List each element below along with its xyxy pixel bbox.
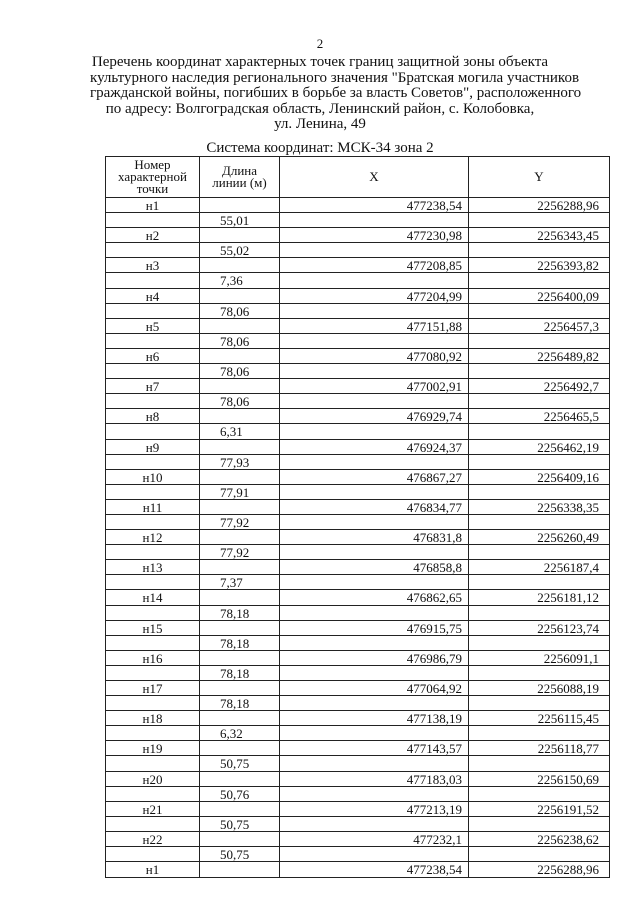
table-row (106, 847, 609, 862)
empty-cell (106, 726, 200, 741)
x-coordinate-cell: 476924,37 (280, 440, 469, 455)
empty-cell (200, 832, 280, 847)
table-row (106, 334, 609, 349)
header-y: Y (534, 169, 544, 184)
y-coordinate-cell: 2256400,09 (469, 289, 609, 304)
y-coordinate-cell: 2256187,4 (469, 560, 609, 575)
point-name-cell: н17 (106, 681, 200, 696)
x-coordinate-cell: 477230,98 (280, 228, 469, 243)
empty-cell (469, 726, 609, 741)
table-row (106, 485, 609, 500)
empty-cell (469, 213, 609, 228)
point-name-cell: н21 (106, 802, 200, 817)
empty-cell (469, 787, 609, 802)
x-coordinate-cell: 476862,65 (280, 590, 469, 605)
point-name-cell: н9 (106, 440, 200, 455)
empty-cell (200, 198, 280, 213)
y-coordinate-cell: 2256088,19 (469, 681, 609, 696)
line-length-cell: 78,18 (200, 666, 280, 681)
empty-cell (280, 213, 469, 228)
line-length-cell: 78,18 (200, 636, 280, 651)
header-text: линии (м) (212, 175, 267, 190)
point-name-cell: н19 (106, 741, 200, 756)
table-row (106, 455, 609, 470)
header-line-length (200, 157, 280, 197)
table-row (106, 651, 609, 666)
point-name-cell: н14 (106, 590, 200, 605)
line-length-cell: 55,01 (200, 213, 280, 228)
y-coordinate-cell: 2256288,96 (469, 198, 609, 213)
empty-cell (280, 334, 469, 349)
empty-cell (469, 545, 609, 560)
line-length-cell: 50,76 (200, 787, 280, 802)
empty-cell (200, 560, 280, 575)
table-row (106, 862, 609, 877)
empty-cell (200, 681, 280, 696)
empty-cell (280, 455, 469, 470)
empty-cell (280, 787, 469, 802)
x-coordinate-cell: 477204,99 (280, 289, 469, 304)
table-row (106, 772, 609, 787)
y-coordinate-cell: 2256115,45 (469, 711, 609, 726)
empty-cell (200, 772, 280, 787)
empty-cell (469, 847, 609, 862)
empty-cell (200, 409, 280, 424)
table-row (106, 621, 609, 636)
empty-cell (106, 304, 200, 319)
table-row (106, 802, 609, 817)
x-coordinate-cell: 476834,77 (280, 500, 469, 515)
empty-cell (106, 455, 200, 470)
line-length-cell: 55,02 (200, 243, 280, 258)
empty-cell (106, 817, 200, 832)
x-coordinate-cell: 477213,19 (280, 802, 469, 817)
point-name-cell: н16 (106, 651, 200, 666)
empty-cell (106, 636, 200, 651)
point-name-cell: н1 (106, 198, 200, 213)
point-name-cell: н15 (106, 621, 200, 636)
y-coordinate-cell: 2256409,16 (469, 470, 609, 485)
empty-cell (200, 651, 280, 666)
x-coordinate-cell: 477064,92 (280, 681, 469, 696)
empty-cell (280, 304, 469, 319)
x-coordinate-cell: 477151,88 (280, 319, 469, 334)
empty-cell (469, 515, 609, 530)
table-header (106, 157, 609, 198)
empty-cell (106, 787, 200, 802)
header-text: характерной (118, 169, 187, 184)
table-row (106, 364, 609, 379)
y-coordinate-cell: 2256489,82 (469, 349, 609, 364)
table-row (106, 304, 609, 319)
coordinates-table (105, 156, 610, 878)
empty-cell (106, 515, 200, 530)
empty-cell (200, 440, 280, 455)
table-row (106, 258, 609, 273)
empty-cell (200, 530, 280, 545)
empty-cell (106, 666, 200, 681)
empty-cell (469, 394, 609, 409)
empty-cell (469, 304, 609, 319)
title-line: по адресу: Волгоградская область, Ленинский район, с. Колобовка, (105, 100, 535, 117)
empty-cell (280, 394, 469, 409)
empty-cell (469, 575, 609, 590)
y-coordinate-cell: 2256492,7 (469, 379, 609, 394)
x-coordinate-cell: 477080,92 (280, 349, 469, 364)
empty-cell (280, 273, 469, 288)
line-length-cell: 78,06 (200, 394, 280, 409)
x-coordinate-cell: 477143,57 (280, 741, 469, 756)
page-number: 2 (316, 36, 324, 51)
empty-cell (106, 575, 200, 590)
line-length-cell: 50,75 (200, 756, 280, 771)
y-coordinate-cell: 2256118,77 (469, 741, 609, 756)
line-length-cell: 77,93 (200, 455, 280, 470)
point-name-cell: н20 (106, 772, 200, 787)
line-length-cell: 50,75 (200, 847, 280, 862)
empty-cell (469, 485, 609, 500)
table-row (106, 530, 609, 545)
empty-cell (280, 545, 469, 560)
empty-cell (106, 334, 200, 349)
x-coordinate-cell: 476867,27 (280, 470, 469, 485)
table-row (106, 198, 609, 213)
x-coordinate-cell: 476858,8 (280, 560, 469, 575)
y-coordinate-cell: 2256465,5 (469, 409, 609, 424)
empty-cell (106, 364, 200, 379)
y-coordinate-cell: 2256343,45 (469, 228, 609, 243)
empty-cell (469, 243, 609, 258)
line-length-cell: 7,36 (200, 273, 280, 288)
empty-cell (469, 666, 609, 681)
y-coordinate-cell: 2256288,96 (537, 862, 599, 878)
x-coordinate-cell: 476986,79 (280, 651, 469, 666)
point-name-cell: н2 (106, 228, 200, 243)
line-length-cell: 77,91 (200, 485, 280, 500)
table-row (106, 243, 609, 258)
empty-cell (106, 394, 200, 409)
empty-cell (106, 485, 200, 500)
y-coordinate-cell: 2256393,82 (469, 258, 609, 273)
table-row (106, 500, 609, 515)
point-name-cell: н7 (106, 379, 200, 394)
empty-cell (200, 228, 280, 243)
empty-cell (469, 364, 609, 379)
empty-cell (200, 862, 280, 877)
x-coordinate-cell: 477002,91 (280, 379, 469, 394)
line-length-cell: 6,32 (200, 726, 280, 741)
empty-cell (469, 424, 609, 439)
empty-cell (469, 756, 609, 771)
table-row (106, 289, 609, 304)
y-coordinate-cell: 2256457,3 (469, 319, 609, 334)
header-text: точки (136, 181, 169, 196)
x-coordinate-cell: 477138,19 (280, 711, 469, 726)
title-line: культурного наследия регионального значения "Братская могила участников (90, 69, 580, 86)
empty-cell (469, 334, 609, 349)
line-length-cell: 78,06 (200, 334, 280, 349)
table-row (106, 787, 609, 802)
empty-cell (200, 500, 280, 515)
empty-cell (200, 741, 280, 756)
empty-cell (280, 666, 469, 681)
table-row (106, 560, 609, 575)
table-row (106, 681, 609, 696)
empty-cell (280, 485, 469, 500)
point-name-cell: н10 (106, 470, 200, 485)
table-row (106, 379, 609, 394)
table-row (106, 756, 609, 771)
table-row (106, 470, 609, 485)
empty-cell (280, 364, 469, 379)
empty-cell (280, 847, 469, 862)
empty-cell (280, 575, 469, 590)
y-coordinate-cell: 2256091,1 (469, 651, 609, 666)
header-text: Длина (221, 163, 258, 178)
header-text: Номер (134, 157, 171, 172)
empty-cell (469, 817, 609, 832)
table-row (106, 575, 609, 590)
table-row (106, 424, 609, 439)
point-name-cell: н22 (106, 832, 200, 847)
x-coordinate-cell: 476915,75 (280, 621, 469, 636)
empty-cell (200, 470, 280, 485)
point-name-cell: н3 (106, 258, 200, 273)
y-coordinate-cell: 2256338,35 (469, 500, 609, 515)
empty-cell (469, 455, 609, 470)
point-name-cell: н8 (106, 409, 200, 424)
line-length-cell: 77,92 (200, 515, 280, 530)
empty-cell (469, 273, 609, 288)
line-length-cell: 78,06 (200, 364, 280, 379)
title-line: Перечень координат характерных точек границ защитной зоны объекта (91, 54, 549, 70)
line-length-cell: 50,75 (200, 817, 280, 832)
y-coordinate-cell: 2256260,49 (469, 530, 609, 545)
line-length-cell: 78,06 (200, 304, 280, 319)
empty-cell (280, 726, 469, 741)
point-name-cell: н11 (106, 500, 200, 515)
line-length-cell: 6,31 (200, 424, 280, 439)
empty-cell (200, 802, 280, 817)
line-length-cell: 7,37 (200, 575, 280, 590)
table-row (106, 394, 609, 409)
y-coordinate-cell: 2256123,74 (469, 621, 609, 636)
table-row (106, 319, 609, 334)
header-point-number (106, 157, 200, 197)
empty-cell (106, 696, 200, 711)
empty-cell (106, 606, 200, 621)
table-row (106, 273, 609, 288)
point-name-cell: н6 (106, 349, 200, 364)
empty-cell (469, 606, 609, 621)
point-name-cell: н5 (106, 319, 200, 334)
point-name-cell: н12 (106, 530, 200, 545)
empty-cell (469, 636, 609, 651)
table-row (106, 213, 609, 228)
empty-cell (200, 590, 280, 605)
empty-cell (200, 349, 280, 364)
empty-cell (200, 711, 280, 726)
header-x: X (280, 157, 469, 197)
empty-cell (200, 289, 280, 304)
point-name-cell: н4 (106, 289, 200, 304)
empty-cell (106, 545, 200, 560)
empty-cell (280, 817, 469, 832)
x-coordinate-cell: 477238,54 (280, 862, 469, 877)
empty-cell (106, 213, 200, 228)
empty-cell (106, 243, 200, 258)
table-row (106, 817, 609, 832)
empty-cell (106, 756, 200, 771)
coordinate-system-label: Система координат: МСК-34 зона 2 (206, 140, 434, 156)
x-coordinate-cell: 476929,74 (280, 409, 469, 424)
table-row (106, 409, 609, 424)
point-name-cell: н1 (106, 862, 200, 877)
table-row (106, 515, 609, 530)
x-coordinate-cell: 477208,85 (280, 258, 469, 273)
table-row (106, 741, 609, 756)
empty-cell (280, 424, 469, 439)
table-row (106, 696, 609, 711)
empty-cell (200, 621, 280, 636)
empty-cell (280, 696, 469, 711)
empty-cell (280, 243, 469, 258)
empty-cell (280, 636, 469, 651)
table-row (106, 666, 609, 681)
table-row (106, 606, 609, 621)
table-row (106, 832, 609, 847)
table-row (106, 349, 609, 364)
y-coordinate-cell: 2256150,69 (469, 772, 609, 787)
table-row (106, 636, 609, 651)
y-coordinate-cell: 2256462,19 (469, 440, 609, 455)
title-line: ул. Ленина, 49 (274, 116, 366, 132)
table-row (106, 590, 609, 605)
title-line: гражданской войны, погибших в борьбе за власть Советов", расположенного (90, 85, 582, 101)
empty-cell (200, 319, 280, 334)
x-coordinate-cell: 477238,54 (280, 198, 469, 213)
table-row (106, 440, 609, 455)
empty-cell (280, 756, 469, 771)
table-row (106, 711, 609, 726)
line-length-cell: 78,18 (200, 696, 280, 711)
empty-cell (106, 273, 200, 288)
empty-cell (469, 696, 609, 711)
empty-cell (200, 258, 280, 273)
x-coordinate-cell: 477183,03 (280, 772, 469, 787)
point-name-cell: н13 (106, 560, 200, 575)
y-coordinate-cell: 2256191,52 (469, 802, 609, 817)
table-row (106, 545, 609, 560)
empty-cell (280, 515, 469, 530)
table-row (106, 228, 609, 243)
x-coordinate-cell: 476831,8 (280, 530, 469, 545)
point-name-cell: н18 (106, 711, 200, 726)
table-row (106, 726, 609, 741)
document-title (90, 54, 582, 133)
x-coordinate-cell: 477232,1 (280, 832, 469, 847)
empty-cell (106, 424, 200, 439)
line-length-cell: 78,18 (200, 606, 280, 621)
line-length-cell: 77,92 (200, 545, 280, 560)
y-coordinate-cell: 2256238,62 (469, 832, 609, 847)
y-coordinate-cell: 2256181,12 (469, 590, 609, 605)
empty-cell (280, 606, 469, 621)
empty-cell (200, 379, 280, 394)
empty-cell (106, 847, 200, 862)
